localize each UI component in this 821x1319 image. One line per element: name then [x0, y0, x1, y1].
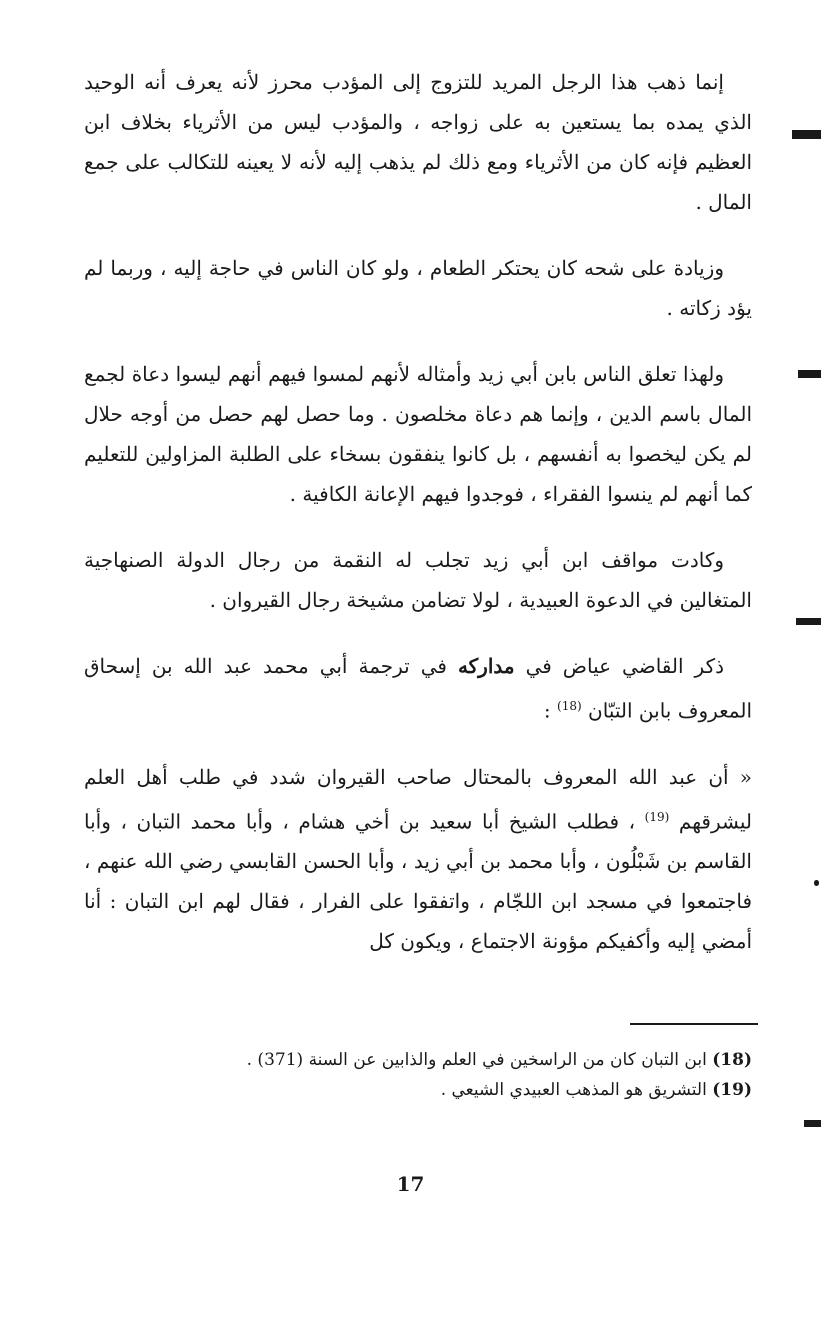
paragraph-citation: [84, 646, 752, 731]
footnote-divider: [630, 1023, 758, 1025]
paragraph-quote: [84, 757, 752, 962]
paragraph-1-text: إنما ذهب هذا الرجل المريد للتزوج إلى المؤدب محرز لأنه يعرف أنه الوحيد الذي يمده بما يستعين به على زواجه ، والمؤدب ليس من الأثرياء بخلاف ابن العظيم فإنه كان من الأثرياء ومع ذلك لم يذهب إليه لأنه لا يعينه للتكالب على جمع المال .: [84, 70, 752, 214]
paragraph-2: [84, 248, 752, 328]
citation-text-middle: في ترجمة أبي محمد عبد الله بن إسحاق المعروف بابن التبّان: [84, 654, 752, 723]
footnote-18: [84, 1045, 752, 1075]
paragraph-2-text: وزيادة على شحه كان يحتكر الطعام ، ولو كان الناس في حاجة إليه ، وربما لم يؤد زكاته .: [84, 256, 752, 320]
margin-mark: [804, 1120, 821, 1127]
footnotes: [84, 1045, 752, 1105]
footnote-text: ابن التبان كان من الراسخين في العلم والذابين عن السنة (371) .: [246, 1050, 713, 1070]
footnote-text: التشريق هو المذهب العبيدي الشيعي .: [440, 1080, 713, 1100]
quote-text-start: « أن عبد الله المعروف بالمحتال صاحب القيروان شدد في طلب أهل العلم ليشرقهم: [84, 764, 752, 834]
footnote-number: (18): [712, 1050, 752, 1070]
footnote-ref-19[interactable]: (19): [644, 809, 670, 824]
page-number: 17: [396, 1172, 425, 1196]
margin-mark: [814, 880, 819, 886]
citation-text-start: ذكر القاضي عياض في: [514, 654, 724, 678]
book-title: مداركه: [457, 654, 515, 678]
margin-mark: [796, 618, 821, 625]
paragraph-4-text: وكادت مواقف ابن أبي زيد تجلب له النقمة من رجال الدولة الصنهاجية المتغالين في الدعوة العبيدية ، لولا تضامن مشيخة رجال القيروان .: [84, 548, 752, 612]
page-body: [84, 62, 752, 987]
paragraph-1: [84, 62, 752, 222]
citation-text-end: :: [543, 698, 558, 723]
margin-mark: [798, 370, 821, 378]
footnote-number: (19): [712, 1080, 752, 1100]
quote-text-rest: ، فطلب الشيخ أبا سعيد بن أخي هشام ، وأبا محمد التبان ، وأبا القاسم بن شَبْلُون ، وأبا محمد بن أبي زيد ، وأبا الحسن القابسي رضي الله عنهم ، فاجتمعوا في مسجد ابن اللجّام ، واتفقوا على الفرار ، فقال لهم ابن التبان : أنا أمضي إليه وأكفيكم مؤونة الاجتماع ، ويكون كل: [84, 809, 752, 954]
footnote-19: [84, 1075, 752, 1105]
footnote-ref-18[interactable]: (18): [557, 699, 582, 713]
paragraph-3: [84, 354, 752, 514]
margin-mark: [792, 130, 821, 139]
paragraph-3-text: ولهذا تعلق الناس بابن أبي زيد وأمثاله لأنهم لمسوا فيهم أنهم ليسوا دعاة لجمع المال باسم الدين ، وإنما هم دعاة مخلصون . وما حصل لهم حصل من أوجه حلال لم يكن ليخصوا به أنفسهم ، بل كانوا ينفقون بسخاء على الطلبة المزاولين للتعليم كما أنهم لم ينسوا الفقراء ، فوجدوا فيهم الإعانة الكافية .: [84, 362, 752, 506]
paragraph-4: [84, 540, 752, 620]
